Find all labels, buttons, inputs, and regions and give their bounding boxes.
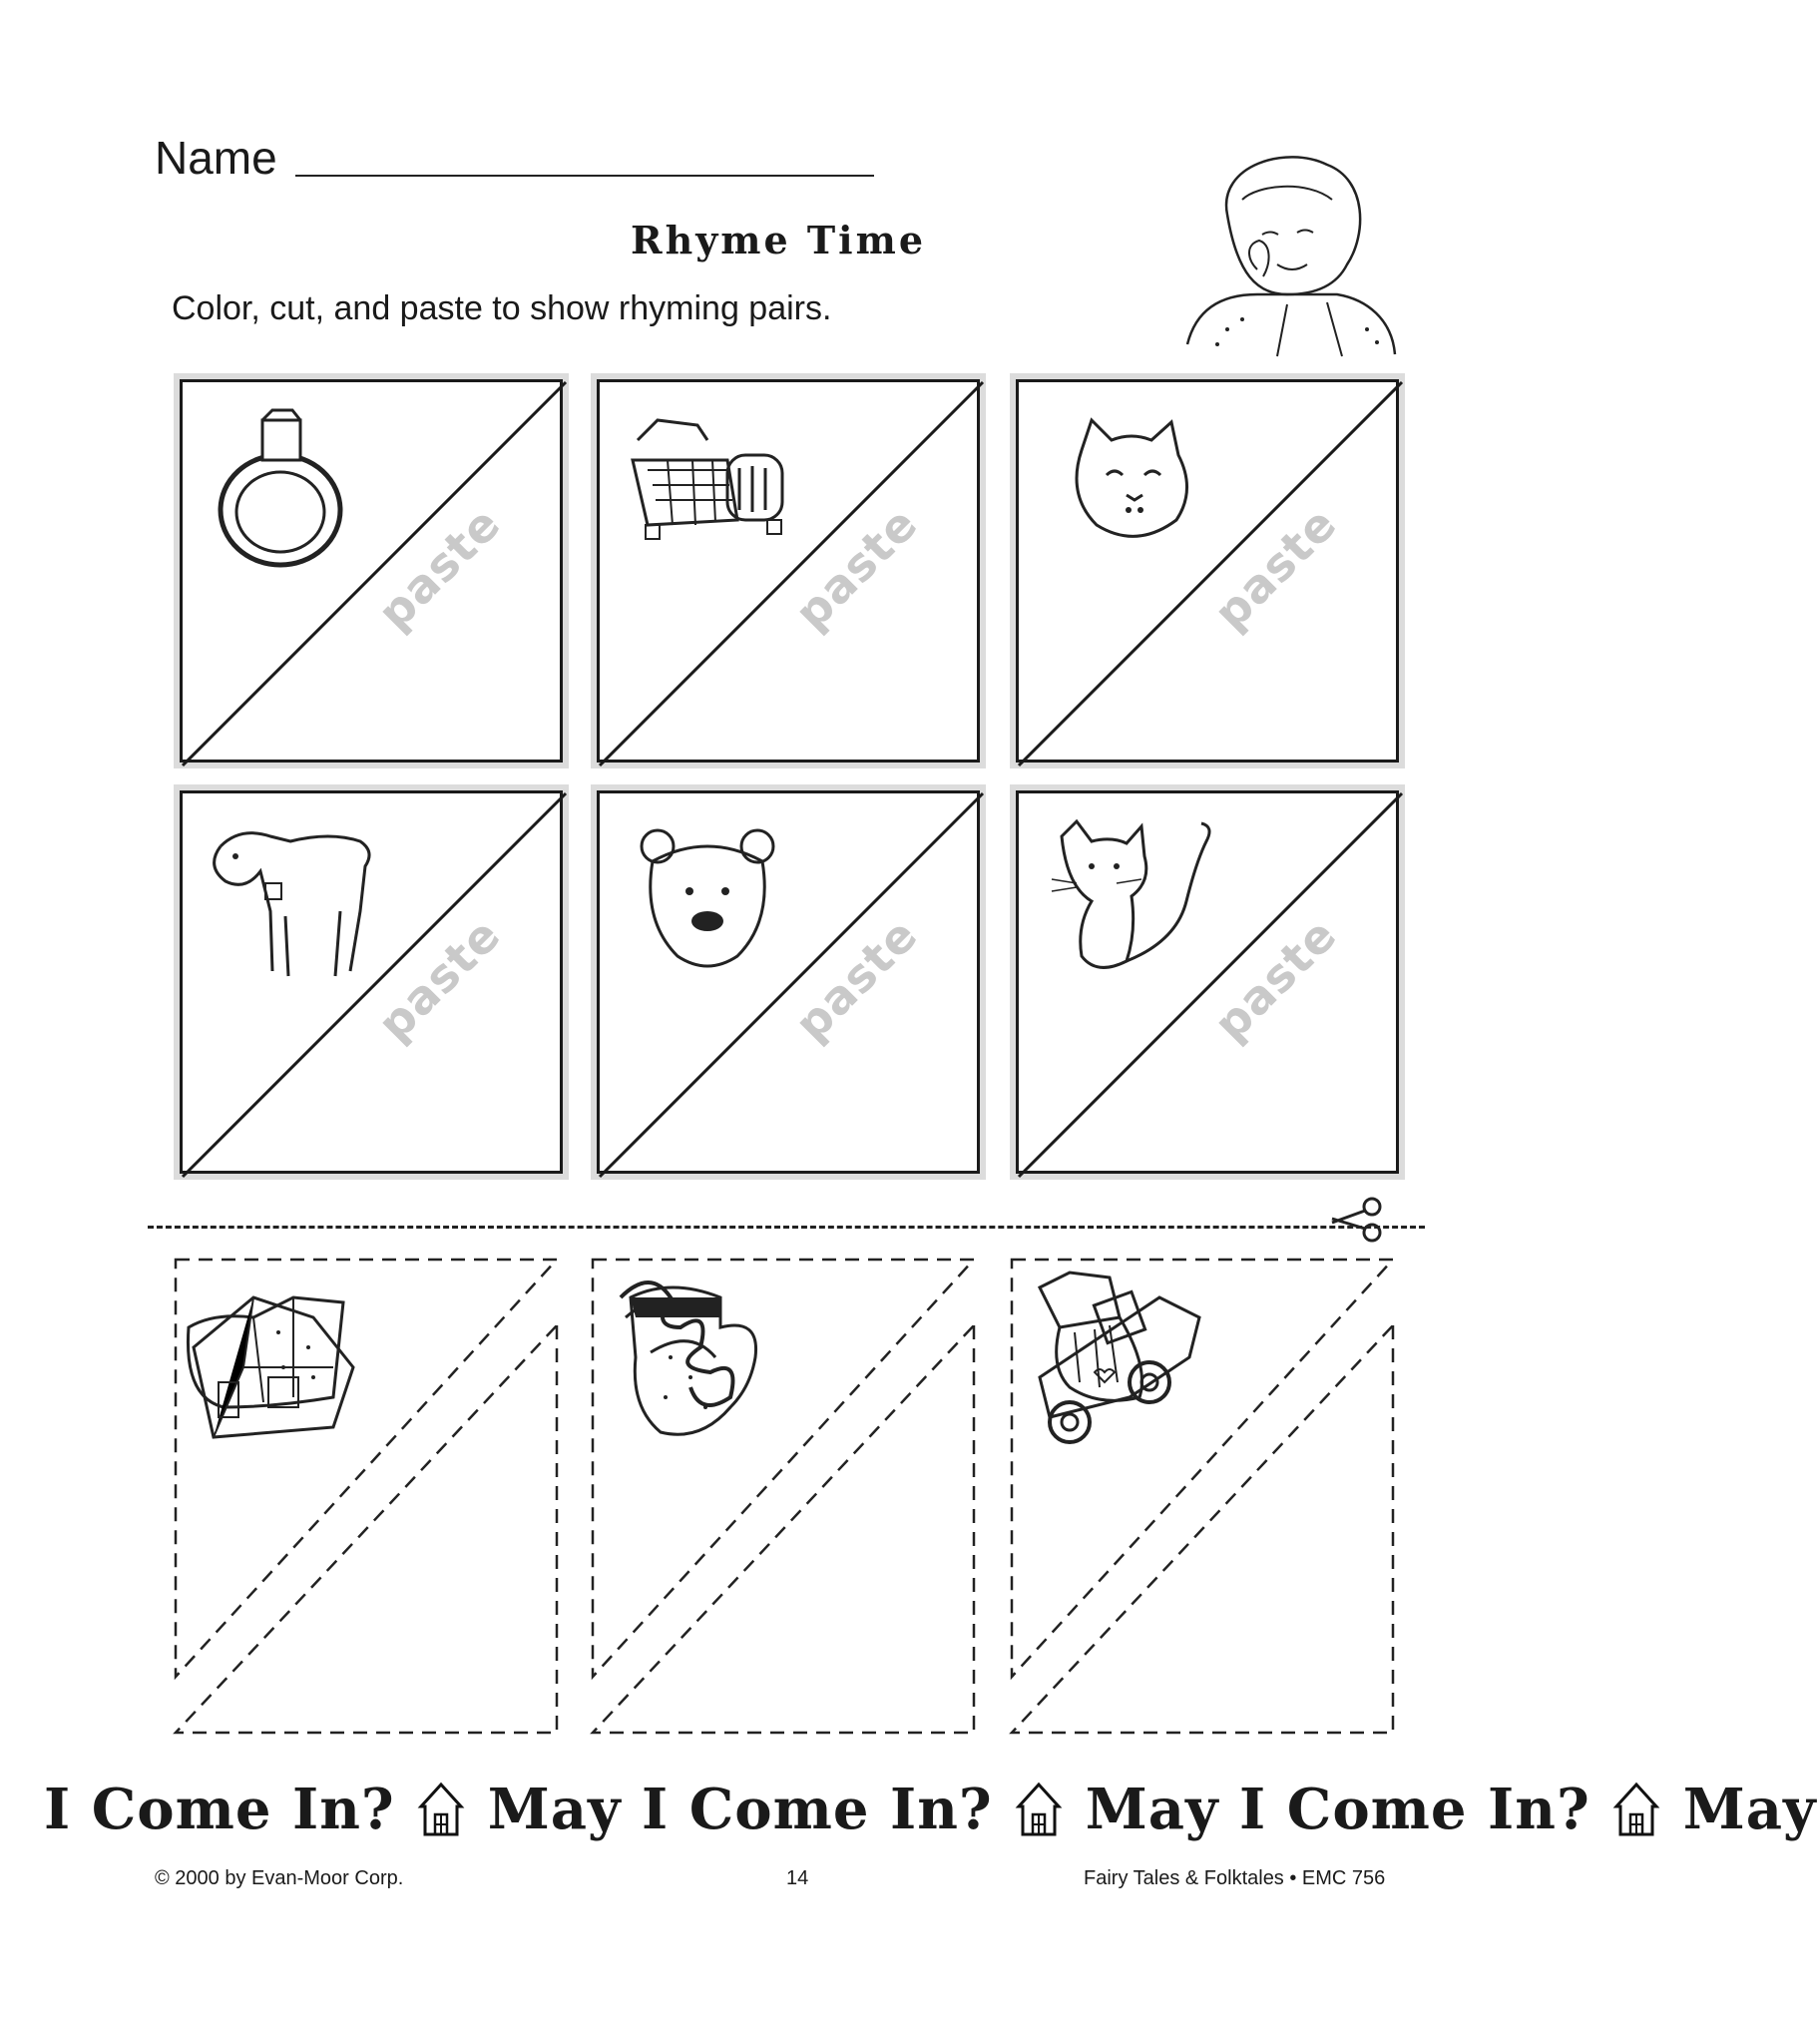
house-icon <box>174 1258 373 1457</box>
grandmother-illustration-icon <box>1167 145 1397 359</box>
cut-card-3 <box>1010 1258 1395 1735</box>
book-info: Fairy Tales & Folktales • EMC 756 <box>1084 1867 1386 1889</box>
house-icon <box>1610 1781 1662 1836</box>
house-icon <box>1013 1781 1065 1836</box>
truck-icon <box>1010 1258 1209 1457</box>
banner-segment: May I Come In? <box>1085 1777 1590 1842</box>
paste-card-mouse <box>1010 784 1405 1180</box>
mouse-icon <box>1037 811 1216 981</box>
copyright: © 2000 by Evan-Moor Corp. <box>155 1867 404 1889</box>
paste-label: paste <box>1203 496 1347 641</box>
paste-card-goat <box>174 784 569 1180</box>
cut-card-1 <box>174 1258 559 1735</box>
bear-icon <box>618 811 797 981</box>
goat-icon <box>201 811 380 981</box>
mitten-icon <box>591 1258 790 1457</box>
paste-card-bed <box>591 373 986 768</box>
name-label: Name <box>155 132 277 184</box>
house-icon <box>415 1781 467 1836</box>
name-row <box>155 132 874 184</box>
paste-label: paste <box>367 907 511 1052</box>
paste-card-kitten <box>1010 373 1405 768</box>
title-banner <box>0 1777 1817 1842</box>
bed-icon <box>618 400 797 570</box>
paste-label: paste <box>784 907 928 1052</box>
scissors-icon <box>1327 1195 1387 1245</box>
banner-segment: May I Come In? <box>487 1777 993 1842</box>
paste-card-ring <box>174 373 569 768</box>
banner-segment: May <box>1682 1777 1817 1842</box>
page-title: Rhyme Time <box>631 218 926 262</box>
kitten-icon <box>1037 400 1216 570</box>
paste-label: paste <box>784 496 928 641</box>
paste-label: paste <box>367 496 511 641</box>
ring-icon <box>201 400 380 570</box>
page-number: 14 <box>786 1867 809 1889</box>
instructions: Color, cut, and paste to show rhyming pairs. <box>172 289 832 327</box>
cut-card-2 <box>591 1258 976 1735</box>
paste-label: paste <box>1203 907 1347 1052</box>
banner-segment: I Come In? <box>44 1777 395 1842</box>
name-write-line <box>295 175 874 177</box>
cut-line <box>148 1226 1425 1229</box>
paste-card-bear <box>591 784 986 1180</box>
